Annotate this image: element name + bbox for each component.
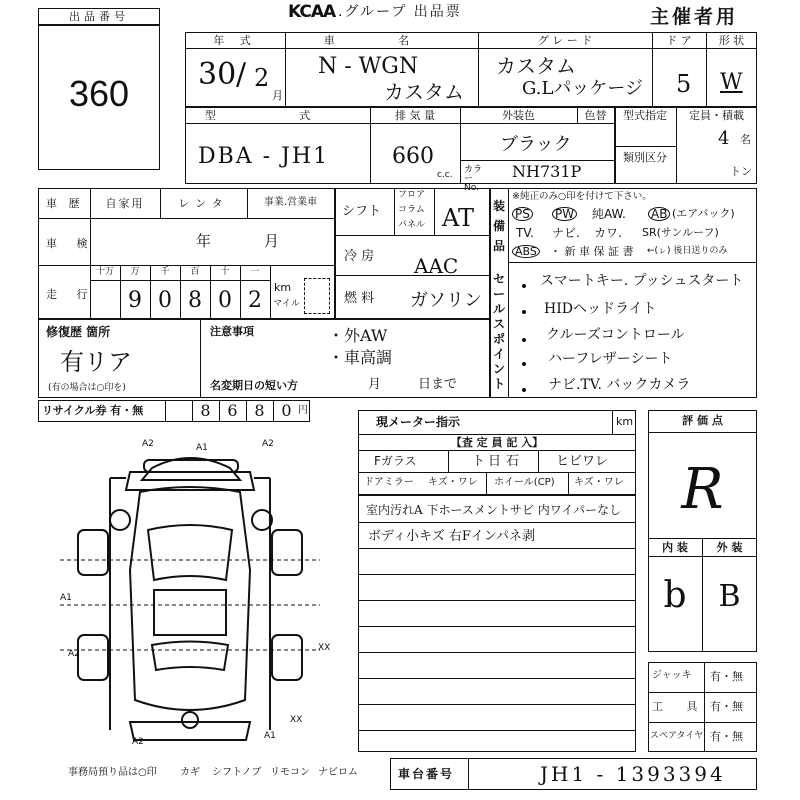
repair-history-note: (有の場合は○印を) [48, 383, 126, 393]
meter-label: 現メーター指示 [376, 415, 461, 429]
inspector-header: 【査 定 員 記 入】 [450, 436, 544, 449]
mileage-digit-1k: 0 [158, 288, 172, 313]
type-designation-label: 型式指定 [623, 109, 667, 122]
mileage-unit-100: 百 [190, 267, 200, 277]
mileage-digit-1: 2 [248, 288, 262, 313]
diagram-mark-rear-left: A2 [132, 737, 144, 747]
equipment-warranty-note: ←(ㇾ) 後日送りのみ [647, 246, 728, 256]
mileage-digit-10: 0 [218, 288, 232, 313]
selling-point-2: HIDヘッドライト [544, 301, 657, 317]
windshield-label: Fガラス [374, 454, 417, 468]
caution-note-1: ・外AW [328, 326, 388, 345]
category-label: 類別区分 [623, 151, 667, 164]
wheel-options: キズ・ワレ [574, 477, 624, 488]
car-damage-diagram [40, 430, 340, 760]
recycle-label: リサイクル券 有・無 [42, 404, 144, 417]
windshield-option-1: ト [472, 454, 486, 469]
wheel-label: ホイール(CP) [494, 477, 555, 488]
fuel-label: 燃 料 [344, 291, 375, 306]
mileage-unit-10k: 万 [130, 267, 140, 277]
year-value: 30 [198, 57, 237, 92]
history-option-business: 事業.営業車 [263, 197, 318, 208]
diagram-mark-front-right: A2 [262, 439, 274, 449]
tools-options: 有・無 [710, 700, 743, 713]
mileage-label: 走 行 [46, 288, 96, 301]
inspector-remark-2: ボディ小キズ 右Fインパネ剥 [368, 529, 535, 544]
inspection-year-unit: 年 [196, 232, 212, 250]
repair-history-value: 有リア [60, 348, 132, 376]
capacity-unit: 名 [740, 133, 751, 146]
equipment-ab-note: (エアバック) [672, 207, 735, 220]
car-name-line1: N - WGN [318, 54, 419, 79]
shift-label: シフト [342, 204, 382, 219]
chassis-number-label: 車台番号 [398, 767, 455, 781]
office-item-remote: リモコン [270, 767, 310, 778]
lot-number-label: 出品番号 [69, 10, 129, 23]
office-item-navi-rom: ナビロム [318, 767, 358, 778]
equipment-pw: PW [552, 207, 577, 221]
chassis-number-value: JH1 - 1393394 [540, 762, 726, 786]
equipment-tv: TV. [516, 226, 534, 240]
mileage-unit-100k: 十万 [95, 267, 114, 277]
model-label: 型 式 [204, 109, 351, 122]
history-label: 車 歴 [46, 197, 84, 210]
shift-option-column: コラム [398, 205, 425, 215]
interior-rating-value: b [663, 575, 687, 616]
meter-unit: km [616, 415, 634, 428]
door-mirror-options: キズ・ワレ [428, 477, 478, 488]
fuel-value: ガソリン [410, 290, 482, 311]
diagram-mark-front-left: A2 [142, 439, 154, 449]
office-item-shift-knob: シフトノブ [212, 767, 262, 778]
equipment-abs: ABS [512, 245, 540, 258]
doors-value: 5 [676, 70, 692, 98]
selling-point-3: クルーズコントロール [546, 327, 685, 343]
group-logo: KCAA [288, 2, 336, 22]
windshield-option-2: 日 [488, 454, 502, 469]
diagram-mark-right-rear: XX [318, 643, 331, 653]
shift-value: AT [442, 204, 475, 232]
equipment-label: 装 備 品 [493, 199, 506, 253]
grade-line2: G.Lパッケージ [522, 78, 644, 99]
mileage-unit-1k: 千 [160, 267, 170, 277]
equipment-ab: AB [648, 207, 670, 221]
load-unit: トン [730, 165, 752, 178]
year-slash: / [236, 57, 247, 92]
month-value: 2 [254, 64, 270, 92]
exterior-rating-value: B [718, 579, 741, 614]
jack-label: ジャッキ [652, 670, 692, 681]
displacement-label: 排 気 量 [395, 109, 435, 122]
shift-option-floor: フロア [398, 190, 426, 200]
mileage-unit-1: 一 [250, 267, 260, 277]
recycle-digit-1: 8 [200, 401, 211, 420]
inspection-label: 車 検 [46, 237, 96, 250]
mileage-digit-100: 8 [188, 288, 202, 313]
equipment-warranty: ・ 新 車 保 証 書 [550, 245, 634, 258]
displacement-value: 660 [392, 144, 434, 169]
exterior-color-value: ブラック [500, 134, 572, 155]
history-option-rental: レンタ [178, 197, 229, 210]
mileage-digit-10k: 9 [128, 288, 142, 313]
organizer-copy-label: 主催者用 [650, 6, 739, 28]
tools-label: 工 具 [652, 700, 708, 713]
selling-point-5: ナビ.TV. バックカメラ [548, 377, 691, 393]
repair-history-label: 修復歴 箇所 [46, 325, 111, 339]
capacity-label: 定員・積載 [689, 109, 744, 122]
name-change-label: 名変期日の短い方 [210, 379, 298, 392]
diagram-mark-left-door: A1 [60, 593, 72, 603]
mile-label: マイル [273, 299, 300, 309]
name-change-day: 日まで [418, 377, 458, 392]
grade-label: グ レ ー ド [537, 34, 593, 47]
recycle-unit: 円 [298, 405, 308, 416]
office-items-note: 事務局預り品は○印 [68, 767, 157, 778]
color-no-label: カラー No. [464, 165, 483, 193]
equipment-note: ※純正のみ○印を付けて下さい。 [512, 191, 652, 202]
exterior-color-label: 外装色 [502, 109, 535, 122]
doors-label: ド ア [666, 34, 692, 47]
lot-number-value: 360 [68, 73, 130, 114]
diagram-mark-left-rear: A2 [68, 649, 80, 659]
color-change-label: 色替 [584, 109, 607, 122]
diagram-mark-rear-bumper: A1 [264, 731, 276, 741]
exterior-rating-label: 外 装 [716, 541, 743, 554]
grade-line1: カスタム [496, 54, 576, 78]
displacement-unit: c.c. [437, 170, 453, 180]
windshield-option-3: 石 [506, 454, 520, 469]
spare-tire-label: スペアタイヤ [650, 731, 704, 741]
recycle-digit-4: 0 [281, 401, 292, 420]
equipment-leather: カワ. [594, 226, 622, 240]
door-mirror-label: ドアミラー [364, 477, 414, 488]
selling-point-4: ハーフレザーシート [548, 351, 673, 367]
equipment-sunroof: SR(サンルーフ) [642, 226, 719, 239]
interior-rating-label: 内 装 [662, 541, 688, 554]
mile-checkbox [304, 278, 330, 314]
recycle-digit-3: 8 [254, 401, 265, 420]
car-name-label: 車 名 [323, 34, 440, 47]
shape-value: W [720, 70, 743, 95]
car-name-line2: カスタム [384, 80, 464, 104]
name-change-month: 月 [368, 377, 382, 392]
jack-options: 有・無 [710, 670, 743, 683]
shape-label: 形 状 [718, 34, 745, 47]
overall-rating-value: R [681, 457, 724, 522]
history-option-private: 自家用 [105, 197, 145, 210]
ac-label: 冷 房 [344, 249, 375, 264]
equipment-navi: ナビ. [552, 226, 580, 240]
selling-points-label: セールスポイント [493, 272, 506, 391]
form-title: .グループ 出品票 [338, 4, 462, 20]
spare-tire-options: 有・無 [710, 730, 743, 743]
color-no-value: NH731P [512, 162, 582, 181]
ac-value: AAC [414, 254, 459, 278]
month-unit: 月 [272, 89, 283, 102]
inspection-month-unit: 月 [264, 232, 280, 250]
selling-point-1: スマートキー. プッシュスタート [540, 273, 744, 289]
shift-option-panel: パネル [398, 220, 426, 230]
inspector-remark-1: 室内汚れA 下ホースメントサビ 内ワイパーなし [366, 503, 622, 517]
equipment-ps: PS [512, 207, 533, 221]
model-value: DBA - JH1 [198, 144, 330, 169]
caution-notes-label: 注意事項 [210, 325, 254, 338]
rating-label: 評 価 点 [682, 414, 723, 427]
diagram-mark-rear-right: XX [290, 715, 303, 725]
office-item-key: カギ [180, 767, 200, 778]
capacity-value: 4 [718, 128, 730, 149]
mileage-unit-10: 十 [220, 267, 230, 277]
recycle-digit-2: 6 [227, 401, 238, 420]
equipment-aw: 純AW. [592, 207, 626, 221]
year-label: 年 式 [213, 34, 257, 47]
km-label: km [274, 281, 292, 294]
windshield-option-4: ヒビワレ [556, 454, 609, 469]
diagram-mark-front-center: A1 [196, 443, 208, 453]
caution-note-2: ・車高調 [328, 348, 393, 367]
